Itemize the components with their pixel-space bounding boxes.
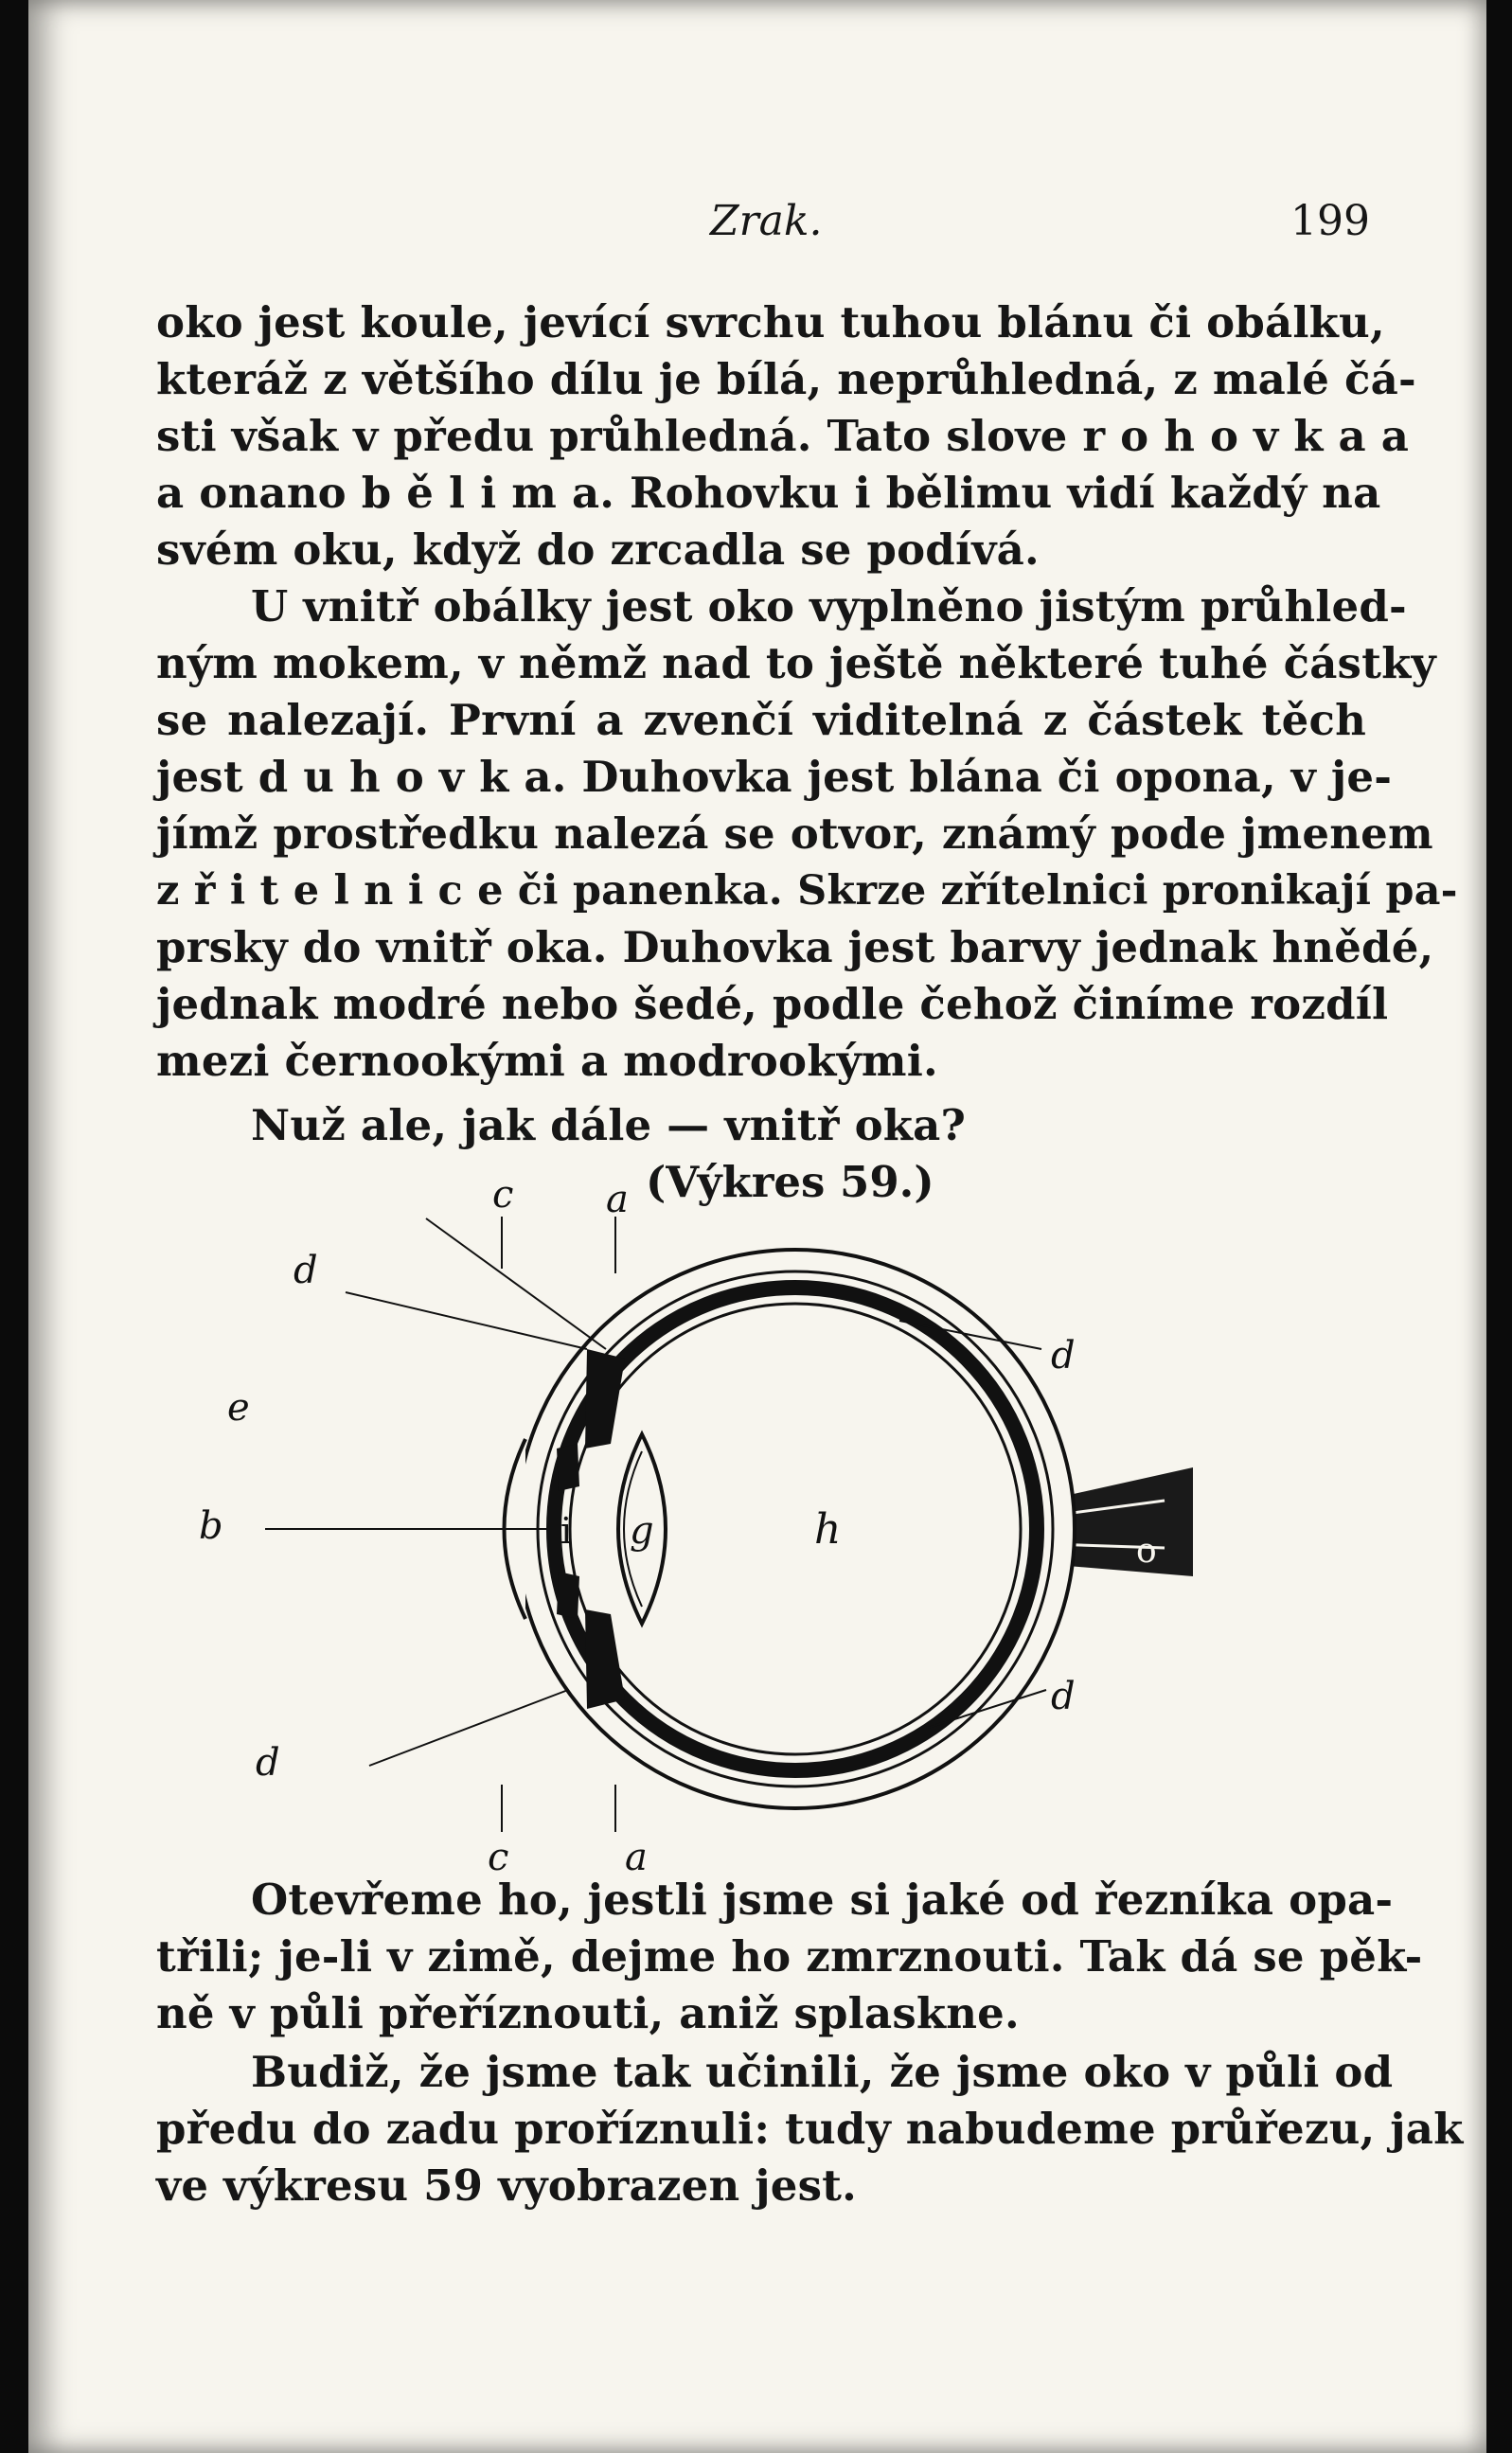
label-c-top: c — [492, 1173, 514, 1217]
text-line: z ř i t e l n i c e či panenka. Skrze zřítelnici pronikají pa- — [156, 867, 1458, 915]
label-d-bottom-right: d — [1051, 1675, 1076, 1718]
label-a-top: a — [606, 1178, 629, 1221]
label-b: b — [199, 1504, 223, 1548]
label-d-top-right: d — [1051, 1334, 1076, 1378]
text-line: se nalezají. První a zvenčí viditelná z částek těch — [156, 695, 1366, 745]
text-line: ve výkresu 59 vyobrazen jest. — [156, 2160, 857, 2211]
text-line: třili; je-li v zimě, dejme ho zmrznouti. Tak dá se pěk- — [156, 1931, 1423, 1982]
text-line: a onano b ě l i m a. Rohovku i bělimu vidí každý na — [156, 468, 1381, 518]
label-d-top-left: d — [294, 1249, 318, 1292]
text-line: Otevřeme ho, jestli jsme si jaké od řezníka opa- — [251, 1875, 1394, 1925]
text-line: Budiž, že jsme tak učinili, že jsme oko v půli od — [251, 2047, 1394, 2097]
label-h: h — [814, 1505, 842, 1554]
text-line: prsky do vnitř oka. Duhovka jest barvy jednak hnědé, — [156, 922, 1434, 972]
label-o: o — [1136, 1532, 1157, 1571]
label-g: g — [630, 1509, 654, 1553]
text-line: kteráž z většího dílu je bílá, neprůhledná, z malé čá- — [156, 354, 1416, 404]
text-line: jest d u h o v k a. Duhovka jest blána či opona, v je- — [156, 752, 1393, 802]
text-line: Nuž ale, jak dále — vnitř oka? — [251, 1100, 967, 1150]
text-line: oko jest koule, jevící svrchu tuhou blánu či obálku, — [156, 297, 1385, 347]
text-line: ně v půli přeříznouti, aniž splaskne. — [156, 1988, 1020, 2038]
text-line: sti však v předu průhledná. Tato slove r o h o v k a a — [156, 411, 1410, 461]
text-line: jímž prostředku nalezá se otvor, známý pode jmenem — [156, 809, 1433, 859]
text-line: U vnitř obálky jest oko vyplněno jistým průhled- — [251, 581, 1407, 631]
text-line: předu do zadu proříznuli: tudy nabudeme průřezu, jak — [156, 2104, 1464, 2154]
label-d-bottom-left: d — [256, 1741, 280, 1785]
text-line: svém oku, když do zrcadla se podívá. — [156, 524, 1040, 575]
label-c-bottom: c — [488, 1836, 509, 1879]
label-i: i — [560, 1510, 573, 1552]
running-head-title: Zrak. — [710, 197, 823, 245]
figure-caption: (Výkres 59.) — [646, 1157, 934, 1207]
text-line: mezi černookými a modrookými. — [156, 1036, 938, 1086]
label-a-bottom: a — [625, 1836, 648, 1879]
label-e: e — [227, 1386, 250, 1430]
book-page — [28, 0, 1486, 2453]
text-line: ným mokem, v němž nad to ještě některé tuhé částky — [156, 638, 1436, 688]
text-line: jednak modré nebo šedé, podle čehož činíme rozdíl — [156, 979, 1389, 1029]
page-number: 199 — [1290, 197, 1370, 245]
